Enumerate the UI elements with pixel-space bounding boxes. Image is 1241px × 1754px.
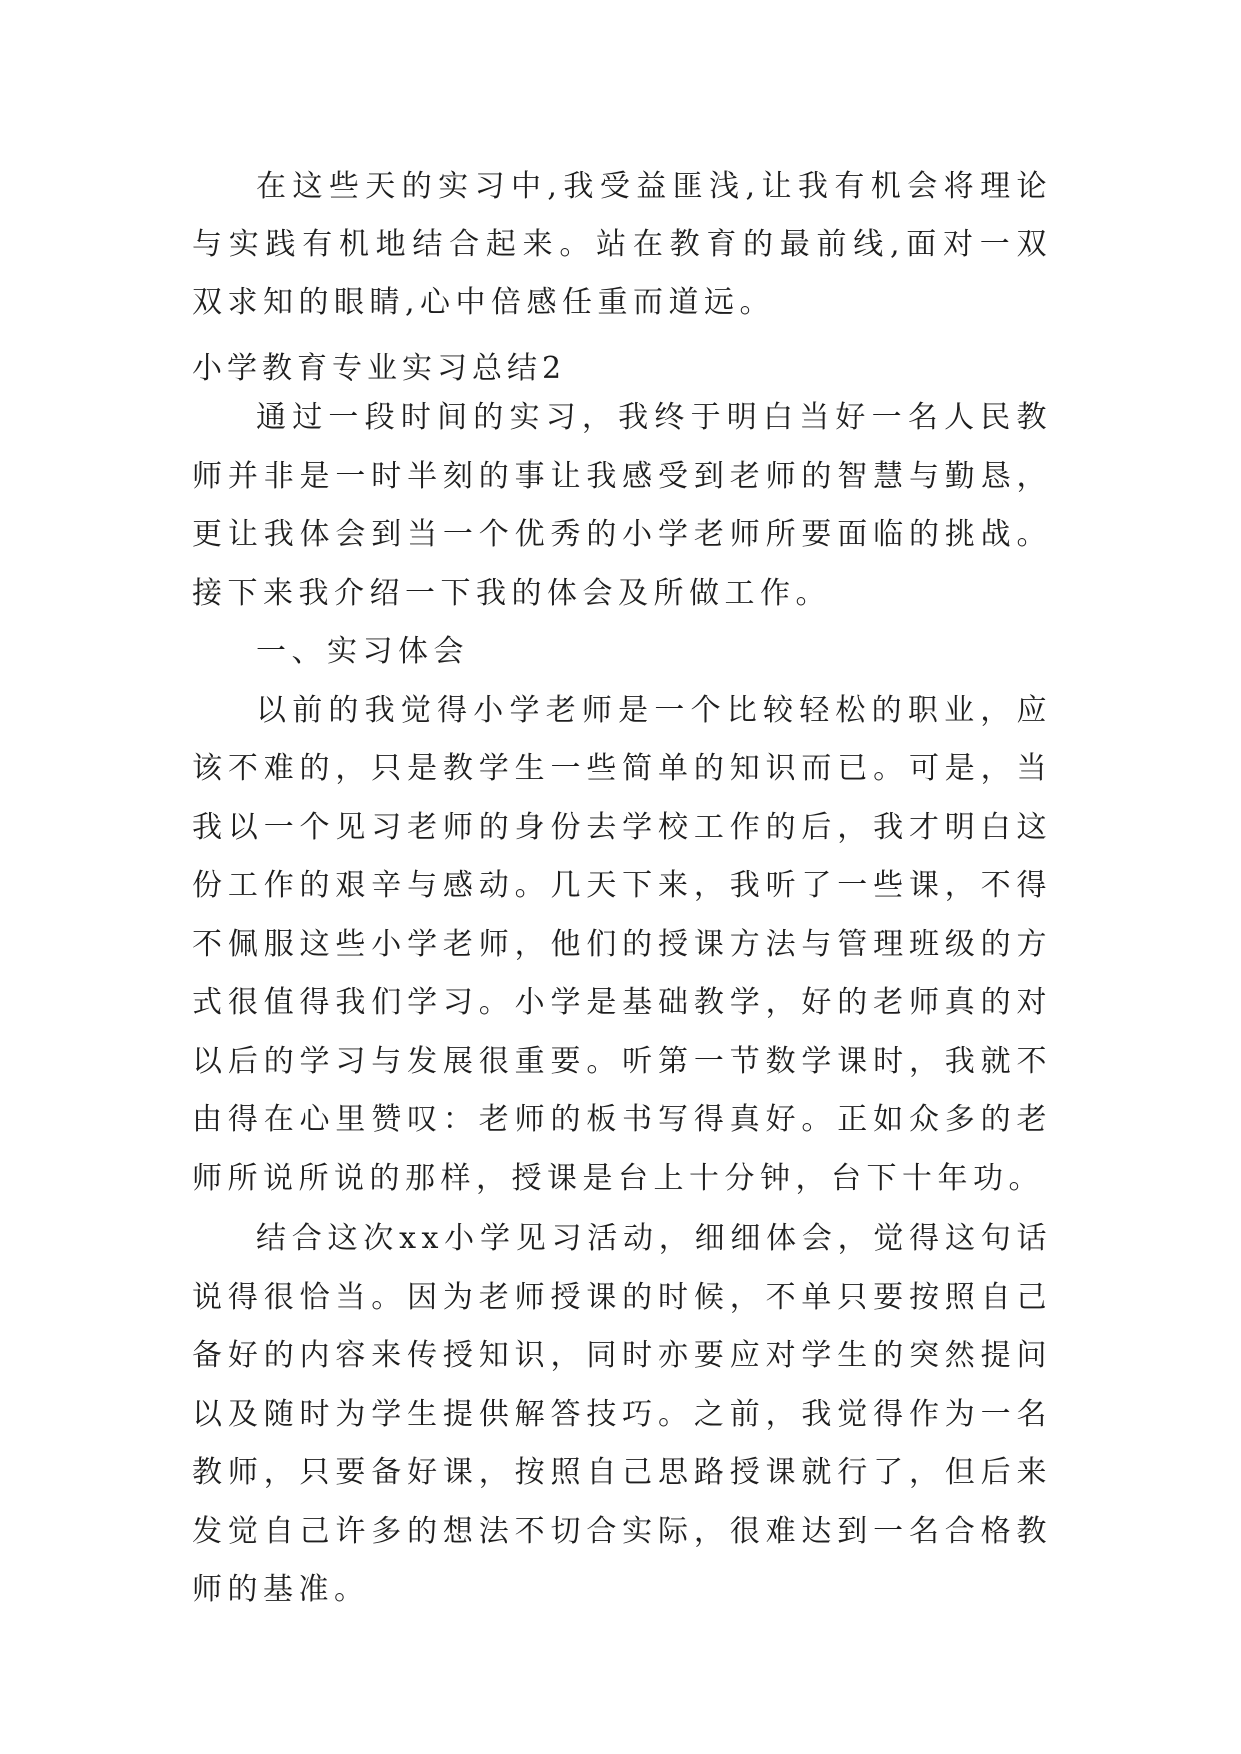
body-paragraph: 以前的我觉得小学老师是一个比较轻松的职业，应该不难的，只是教学生一些简单的知识而已。可是，当我以一个见习老师的身份去学校工作的后，我才明白这份工作的艰辛与感动。几天下来，我听了一些课，不得不佩服这些小学老师，他们的授课方法与管理班级的方式很值得我们学习。小学是基础教学，好的老师真的对以后的学习与发展很重要。听第一节数学课时，我就不由得在心里赞叹：老师的板书写得真好。正如众多的老师所说所说的那样，授课是台上十分钟，台下十年功。 (192, 692, 1052, 1196)
section-body (192, 389, 1052, 1620)
body-paragraph: 结合这次xx小学见习活动，细细体会，觉得这句话说得很恰当。因为老师授课的时候，不单只要按照自己备好的内容来传授知识，同时亦要应对学生的突然提问以及随时为学生提供解答技巧。之前，我觉得作为一名教师，只要备好课，按照自己思路授课就行了，但后来发觉自己许多的想法不切合实际，很难达到一名合格教师的基准。 (192, 1221, 1052, 1607)
intro-section (192, 158, 1052, 332)
section-title: 小学教育专业实习总结2 (192, 351, 567, 386)
intro-paragraph: 在这些天的实习中,我受益匪浅,让我有机会将理论与实践有机地结合起来。站在教育的最前线,面对一双双求知的眼睛,心中倍感任重而道远。 (192, 169, 1052, 320)
subheading: 一、实习体会 (256, 634, 469, 669)
body-paragraph: 通过一段时间的实习，我终于明白当好一名人民教师并非是一时半刻的事让我感受到老师的智慧与勤恳，更让我体会到当一个优秀的小学老师所要面临的挑战。接下来我介绍一下我的体会及所做工作。 (192, 400, 1052, 611)
